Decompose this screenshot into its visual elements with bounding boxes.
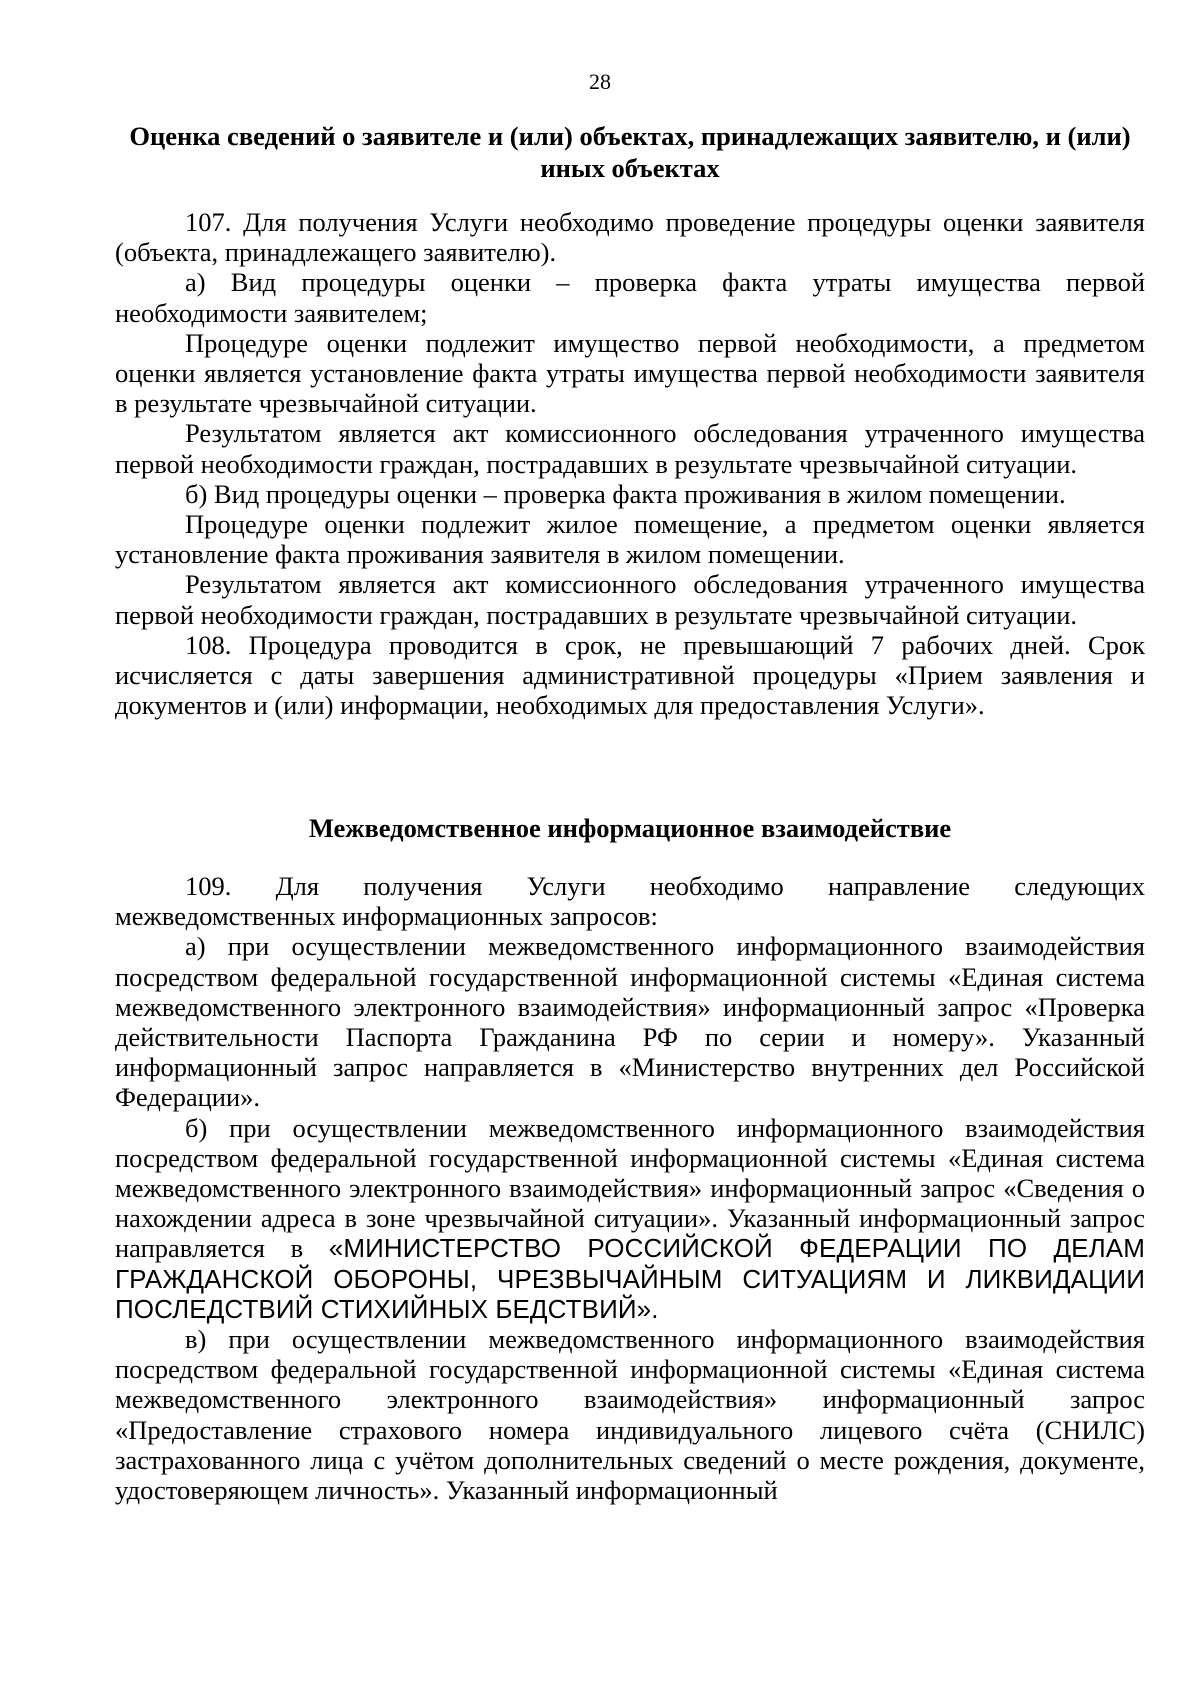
paragraph-107a-subject: Процедуре оценки подлежит имущество первой необходимости, а предметом оценки является установление факта утраты имущества первой необходимости заявителя в результате чрезвычайной ситуации. (115, 327, 1145, 419)
paragraph-109b (115, 1113, 1145, 1324)
paragraph-107b-subject: Процедуре оценки подлежит жилое помещение, а предметом оценки является установление факта проживания заявителя в жилом помещении. (115, 509, 1145, 570)
page-number: 28 (589, 69, 611, 94)
paragraph-109: 109. Для получения Услуги необходимо направление следующих межведомственных информационных запросов: (115, 871, 1145, 932)
paragraph-107a-result: Результатом является акт комиссионного обследования утраченного имущества первой необходимости граждан, пострадавших в результате чрезвычайной ситуации. (115, 418, 1145, 479)
ministry-name-caps: «МИНИСТЕРСТВО РОССИЙСКОЙ ФЕДЕРАЦИИ ПО ДЕЛАМ ГРАЖДАНСКОЙ ОБОРОНЫ, ЧРЕЗВЫЧАЙНЫМ СИТУАЦИЯМ И ЛИКВИДАЦИИ ПОСЛЕДСТВИЙ СТИХИЙНЫХ БЕДСТВИЙ». (115, 1233, 1145, 1324)
paragraph-109a: а) при осуществлении межведомственного информационного взаимодействия посредством федеральной государственной информационной системы «Единая система межведомственного электронного взаимодействия» информационный запрос «Проверка действительности Паспорта Гражданина РФ по серии и номеру». Указанный информационный запрос направляется в «Министерство внутренних дел Российской Федерации». (115, 931, 1145, 1113)
paragraph-109v: в) при осуществлении межведомственного информационного взаимодействия посредством федеральной государственной информационной системы «Единая система межведомственного электронного взаимодействия» информационный запрос «Предоставление страхового номера индивидуального лицевого счёта (СНИЛС) застрахованного лица с учётом дополнительных сведений о месте рождения, документе, удостоверяющем личность». Указанный информационный (115, 1324, 1145, 1506)
paragraph-109b-text: б) при осуществлении межведомственного информационного взаимодействия посредством федеральной государственной информационной системы «Единая система межведомственного электронного взаимодействия» информационный запрос «Сведения о нахождении адреса в зоне чрезвычайной ситуации». Указанный информационный запрос направляется в (115, 1112, 1145, 1264)
paragraph-107a: а) Вид процедуры оценки – проверка факта утраты имущества первой необходимости заявителем; (115, 267, 1145, 328)
paragraph-108: 108. Процедура проводится в срок, не превышающий 7 рабочих дней. Срок исчисляется с даты завершения административной процедуры «Прием заявления и документов и (или) информации, необходимых для предоставления Услуги». (115, 629, 1145, 721)
section-body-interagency (115, 871, 1145, 1505)
section-heading-assessment: Оценка сведений о заявителе и (или) объектах, принадлежащих заявителю, и (или) иных объектах (129, 121, 1131, 183)
paragraph-107b: б) Вид процедуры оценки – проверка факта проживания в жилом помещении. (185, 478, 1066, 509)
paragraph-107b-result: Результатом является акт комиссионного обследования утраченного имущества первой необходимости граждан, пострадавших в результате чрезвычайной ситуации. (115, 569, 1145, 630)
paragraph-107: 107. Для получения Услуги необходимо проведение процедуры оценки заявителя (объекта, принадлежащего заявителю). (115, 207, 1145, 268)
section-body-assessment (115, 207, 1145, 720)
section-heading-interagency: Межведомственное информационное взаимодействие (308, 813, 952, 843)
